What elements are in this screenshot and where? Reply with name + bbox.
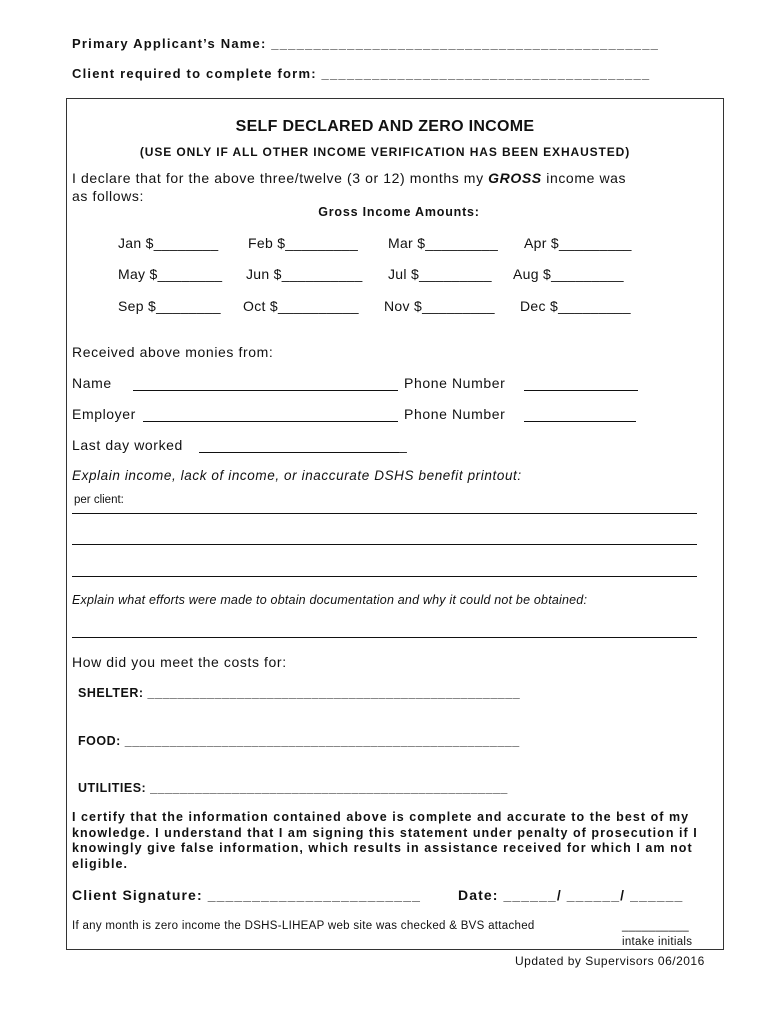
zero-income-note: If any month is zero income the DSHS-LIHEAP web site was checked & BVS attached bbox=[72, 920, 535, 932]
declaration-text bbox=[72, 170, 626, 186]
employer-label: Employer bbox=[72, 406, 136, 422]
phone-line-2 bbox=[524, 421, 636, 422]
month-mar: Mar $_________ bbox=[388, 235, 499, 251]
declaration-gross: GROSS bbox=[488, 170, 542, 186]
month-may: May $________ bbox=[118, 266, 223, 282]
month-oct: Oct $__________ bbox=[243, 298, 359, 314]
efforts-line bbox=[72, 637, 697, 638]
employer-line bbox=[143, 421, 398, 422]
phone-line-1 bbox=[524, 390, 638, 391]
name-line bbox=[133, 390, 398, 391]
last-day-worked-line bbox=[199, 452, 399, 453]
shelter-field: SHELTER: __________________________________________________ bbox=[78, 686, 521, 700]
per-client-text: per client: bbox=[74, 494, 124, 506]
received-from-label: Received above monies from: bbox=[72, 344, 274, 360]
month-feb: Feb $_________ bbox=[248, 235, 359, 251]
month-apr: Apr $_________ bbox=[524, 235, 632, 251]
costs-question: How did you meet the costs for: bbox=[72, 654, 287, 670]
month-jan: Jan $________ bbox=[118, 235, 219, 251]
form-title: SELF DECLARED AND ZERO INCOME bbox=[235, 118, 535, 135]
explain-line-1 bbox=[72, 513, 697, 514]
form-subtitle: (USE ONLY IF ALL OTHER INCOME VERIFICATION HAS BEEN EXHAUSTED) bbox=[139, 145, 631, 159]
month-jun: Jun $__________ bbox=[246, 266, 363, 282]
client-signature-field: Client Signature: ________________________ bbox=[72, 887, 421, 903]
month-nov: Nov $_________ bbox=[384, 298, 495, 314]
declaration-prefix: I declare that for the above three/twelve (3 or 12) months my bbox=[72, 170, 489, 186]
phone-number-label-1: Phone Number bbox=[404, 375, 506, 391]
explain-line-2 bbox=[72, 544, 697, 545]
month-sep: Sep $________ bbox=[118, 298, 221, 314]
phone-number-label-2: Phone Number bbox=[404, 406, 506, 422]
last-day-worked-label: Last day worked bbox=[72, 437, 183, 453]
updated-by-footer: Updated by Supervisors 06/2016 bbox=[515, 954, 705, 968]
month-aug: Aug $_________ bbox=[513, 266, 624, 282]
food-field: FOOD: _____________________________________________________ bbox=[78, 734, 520, 748]
intake-initials-label: intake initials bbox=[622, 936, 693, 948]
declaration-line2: as follows: bbox=[72, 188, 144, 204]
initials-line: __________ bbox=[622, 920, 689, 932]
declaration-suffix: income was bbox=[541, 170, 627, 186]
gross-income-heading: Gross Income Amounts: bbox=[318, 205, 480, 219]
month-dec: Dec $_________ bbox=[520, 298, 631, 314]
certification-statement: I certify that the information contained above is complete and accurate to the best of my knowledge. I understand that I am signing this statement under penalty of prosecution if I knowingly give false information, which results in assistance received for which I am not eligible. bbox=[72, 810, 698, 871]
explain-income-label: Explain income, lack of income, or inaccurate DSHS benefit printout: bbox=[72, 468, 522, 483]
client-required-field: Client required to complete form: _______________________________________ bbox=[72, 66, 651, 81]
primary-applicant-name-field: Primary Applicant’s Name: ______________________________________________ bbox=[72, 36, 660, 51]
utilities-field: UTILITIES: ________________________________________________ bbox=[78, 781, 508, 795]
name-label: Name bbox=[72, 375, 112, 391]
last-day-worked-tail: _ bbox=[399, 437, 408, 453]
explain-line-3 bbox=[72, 576, 697, 577]
explain-efforts-label: Explain what efforts were made to obtain documentation and why it could not be obtained: bbox=[72, 593, 588, 607]
date-field: Date: ______/ ______/ ______ bbox=[458, 887, 684, 903]
month-jul: Jul $_________ bbox=[388, 266, 492, 282]
